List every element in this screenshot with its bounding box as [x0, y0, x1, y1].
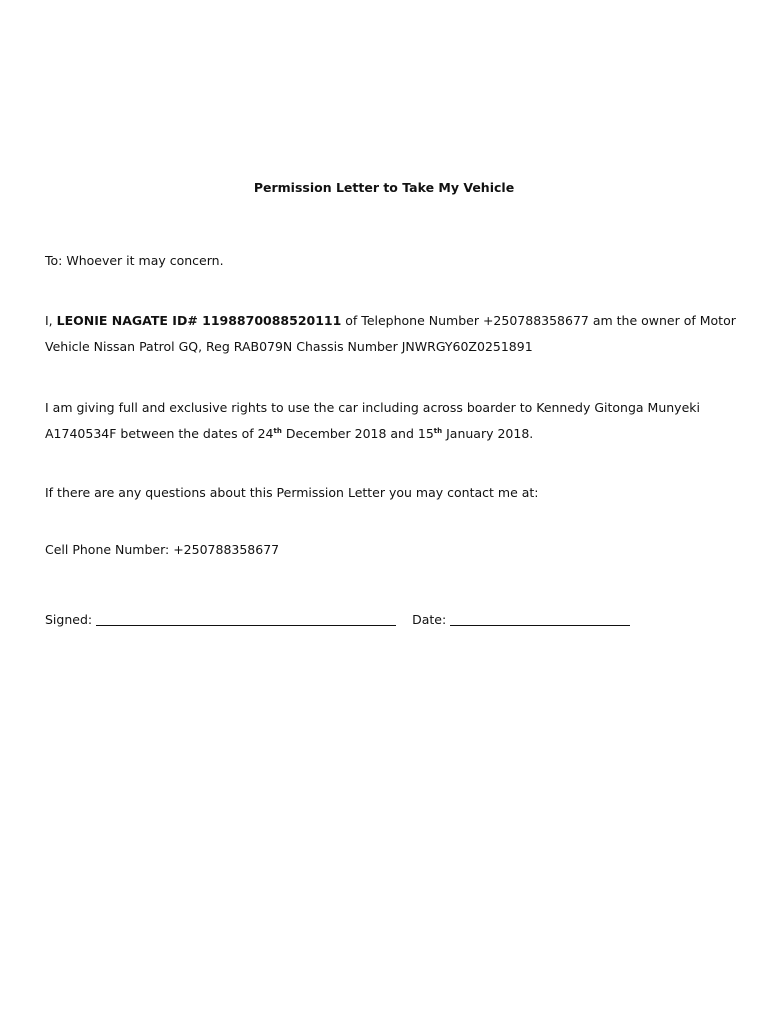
signature-line [96, 614, 396, 626]
rights-dates-b: December 2018 and 15 [281, 426, 434, 441]
signature-row [45, 612, 630, 627]
ordinal-suffix-2: th [433, 427, 443, 435]
owner-name-id: LEONIE NAGATE ID# 1198870088520111 [56, 313, 342, 328]
rights-dates-c: January 2018. [442, 426, 534, 441]
owner-statement-line-2: Vehicle Nissan Patrol GQ, Reg RAB079N Chassis Number JNWRGY60Z0251891 [45, 339, 533, 354]
owner-telephone: of Telephone Number +250788358677 am the owner of Motor [341, 313, 736, 328]
rights-statement-line-1: I am giving full and exclusive rights to use the car including across boarder to Kennedy Gitonga Munyeki [45, 400, 700, 415]
letter-title: Permission Letter to Take My Vehicle [253, 180, 515, 195]
cell-phone-number: Cell Phone Number: +250788358677 [45, 542, 280, 557]
date-label: Date: [412, 612, 447, 627]
date-line [450, 614, 630, 626]
contact-intro: If there are any questions about this Permission Letter you may contact me at: [45, 485, 539, 500]
owner-statement-line-1 [45, 313, 736, 328]
rights-dates-a: A1740534F between the dates of 24 [45, 426, 274, 441]
owner-intro: I, [45, 313, 57, 328]
rights-statement-line-2 [45, 426, 533, 441]
ordinal-suffix-1: th [273, 427, 282, 435]
salutation: To: Whoever it may concern. [45, 253, 224, 268]
signed-label: Signed: [45, 612, 93, 627]
